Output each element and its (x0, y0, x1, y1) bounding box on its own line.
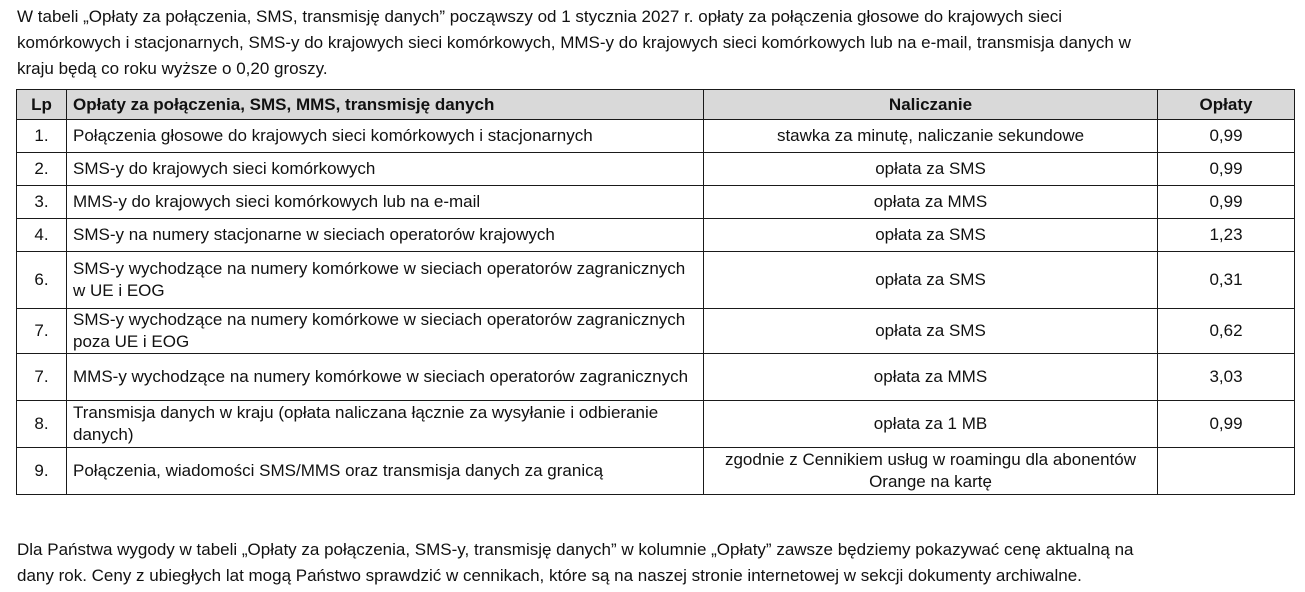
table-row (17, 448, 1295, 495)
row-description: Połączenia, wiadomości SMS/MMS oraz transmisja danych za granicą (67, 448, 704, 495)
row-number: 9. (17, 448, 67, 495)
row-description: Połączenia głosowe do krajowych sieci komórkowych i stacjonarnych (67, 120, 704, 153)
row-charging: opłata za SMS (704, 252, 1158, 309)
row-description: MMS-y wychodzące na numery komórkowe w sieciach operatorów zagranicznych (67, 354, 704, 401)
row-charging: zgodnie z Cennikiem usług w roamingu dla abonentów Orange na kartę (704, 448, 1158, 495)
table-row (17, 354, 1295, 401)
fees-table (16, 89, 1295, 495)
row-description: SMS-y wychodzące na numery komórkowe w sieciach operatorów zagranicznych poza UE i EOG (67, 309, 704, 354)
row-number: 7. (17, 309, 67, 354)
row-charging: opłata za SMS (704, 153, 1158, 186)
table-row (17, 252, 1295, 309)
row-charging: opłata za 1 MB (704, 401, 1158, 448)
header-fees: Opłaty (1158, 90, 1295, 120)
row-fee: 1,23 (1158, 219, 1295, 252)
table-row (17, 219, 1295, 252)
table-row (17, 186, 1295, 219)
row-fee: 0,99 (1158, 153, 1295, 186)
row-fee: 0,31 (1158, 252, 1295, 309)
header-description: Opłaty za połączenia, SMS, MMS, transmisję danych (67, 90, 704, 120)
intro-paragraph (17, 4, 1289, 82)
table-row (17, 309, 1295, 354)
row-number: 7. (17, 354, 67, 401)
row-number: 4. (17, 219, 67, 252)
row-number: 3. (17, 186, 67, 219)
row-description: Transmisja danych w kraju (opłata naliczana łącznie za wysyłanie i odbieranie danych) (67, 401, 704, 448)
intro-line: W tabeli „Opłaty za połączenia, SMS, transmisję danych” począwszy od 1 stycznia 2027 r. opłaty za połączenia głosowe do krajowych sieci (17, 7, 1063, 26)
table-row (17, 401, 1295, 448)
row-charging: opłata za SMS (704, 219, 1158, 252)
row-description: MMS-y do krajowych sieci komórkowych lub na e-mail (67, 186, 704, 219)
outro-line: Dla Państwa wygody w tabeli „Opłaty za połączenia, SMS-y, transmisję danych” w kolumnie „Opłaty” zawsze będziemy pokazywać cenę aktualną na (17, 540, 1134, 559)
row-fee: 0,62 (1158, 309, 1295, 354)
table-header-row (17, 90, 1295, 120)
outro-line: dany rok. Ceny z ubiegłych lat mogą Państwo sprawdzić w cennikach, które są na naszej stronie internetowej w sekcji dokumenty archiwalne. (17, 566, 1082, 585)
row-charging: opłata za MMS (704, 354, 1158, 401)
intro-line: kraju będą co roku wyższe o 0,20 groszy. (17, 59, 328, 78)
row-charging: opłata za MMS (704, 186, 1158, 219)
intro-line: komórkowych i stacjonarnych, SMS-y do krajowych sieci komórkowych, MMS-y do krajowych sieci komórkowych lub na e-mail, transmisja danych w (17, 33, 1131, 52)
row-fee (1158, 448, 1295, 495)
row-charging: opłata za SMS (704, 309, 1158, 354)
outro-paragraph (17, 537, 1289, 589)
table-row (17, 120, 1295, 153)
table-row (17, 153, 1295, 186)
row-number: 8. (17, 401, 67, 448)
header-lp: Lp (17, 90, 67, 120)
header-charging: Naliczanie (704, 90, 1158, 120)
row-description: SMS-y na numery stacjonarne w sieciach operatorów krajowych (67, 219, 704, 252)
row-description: SMS-y do krajowych sieci komórkowych (67, 153, 704, 186)
row-charging: stawka za minutę, naliczanie sekundowe (704, 120, 1158, 153)
row-number: 6. (17, 252, 67, 309)
row-fee: 0,99 (1158, 401, 1295, 448)
row-description: SMS-y wychodzące na numery komórkowe w sieciach operatorów zagranicznych w UE i EOG (67, 252, 704, 309)
row-fee: 3,03 (1158, 354, 1295, 401)
row-number: 1. (17, 120, 67, 153)
row-number: 2. (17, 153, 67, 186)
row-fee: 0,99 (1158, 120, 1295, 153)
row-fee: 0,99 (1158, 186, 1295, 219)
